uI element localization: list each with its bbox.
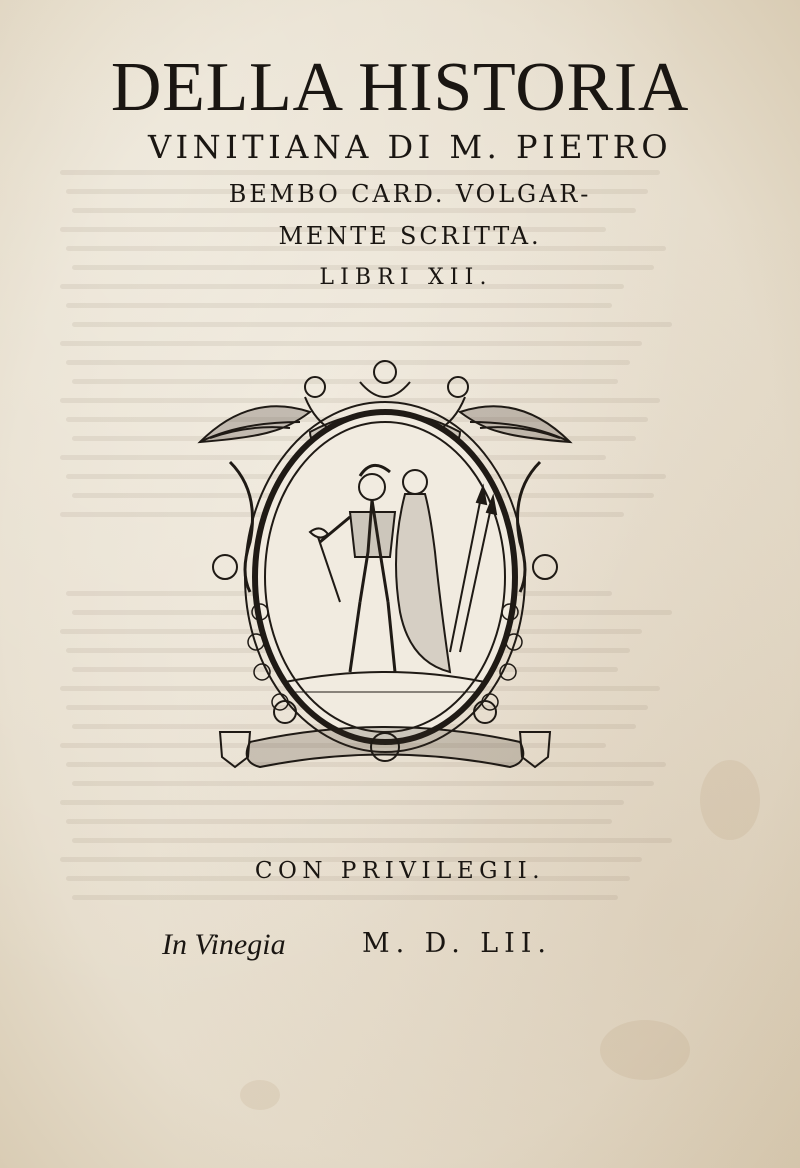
imprint-date: M. D. LII. [362,928,552,959]
woodcut-printers-device-icon [190,352,580,792]
title-line-3: BEMBO CARD. VOLGAR- [228,180,592,208]
privilege-line: CON PRIVILEGII. [254,858,546,884]
show-through-line [60,170,660,175]
show-through-line [66,819,612,824]
title-heading: DELLA HISTORIA [110,49,690,126]
show-through-line [72,322,672,327]
title-line-2: VINITIANA DI M. PIETRO [147,128,673,166]
imprint-place: In Vinegia [162,928,286,961]
show-through-line [60,800,624,805]
show-through-line [60,341,642,346]
show-through-line [72,208,636,213]
show-through-line [72,838,672,843]
foxing-stain [240,1080,280,1110]
show-through-line [66,303,612,308]
title-line-5: LIBRI XII. [319,265,493,290]
foxing-stain [700,760,760,840]
title-line-4: MENTE SCRITTA. [278,222,542,250]
foxing-stain [600,1020,690,1080]
show-through-line [72,895,618,900]
